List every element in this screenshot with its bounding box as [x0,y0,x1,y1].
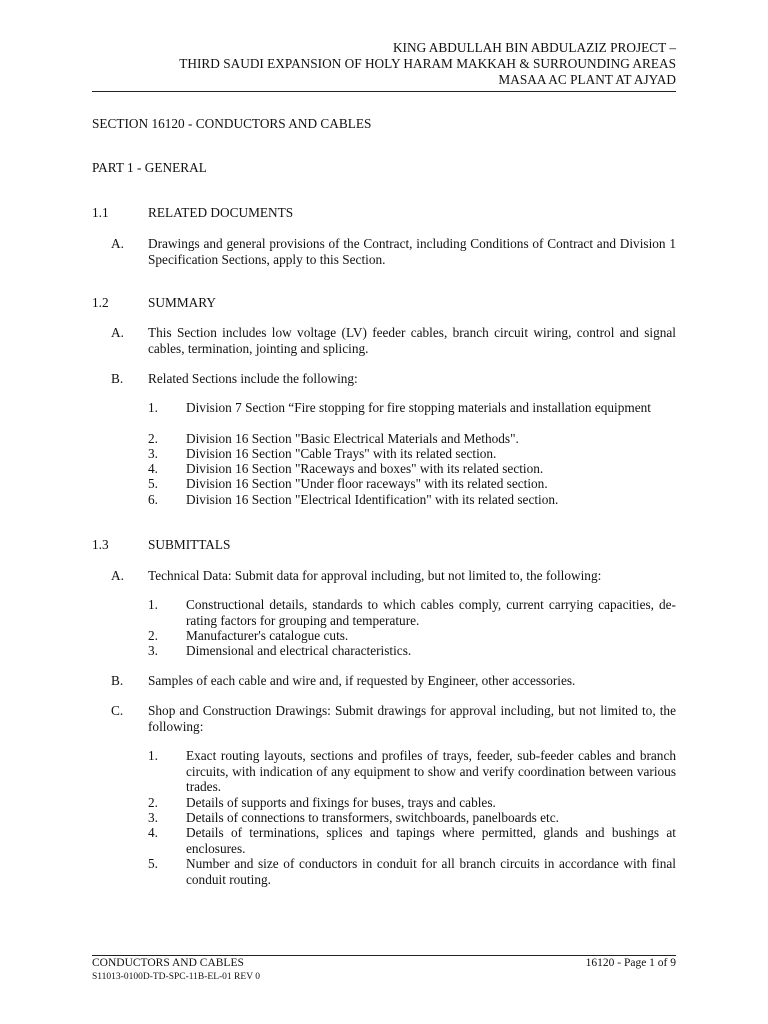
paragraph-label: A. [111,236,124,251]
paragraph-label: A. [111,325,124,340]
footer-page-number: 16120 - Page 1 of 9 [585,957,676,969]
paragraph-text: Shop and Construction Drawings: Submit drawings for approval including, but not limited to, the following: [148,703,676,734]
list-item-number: 5. [148,856,158,871]
list-item-number: 6. [148,492,158,507]
paragraph-text: Drawings and general provisions of the Contract, including Conditions of Contract and Division 1 Specification Sections, apply to this Section. [148,236,676,267]
footer-document-reference: S11013-0100D-TD-SPC-11B-EL-01 REV 0 [92,972,261,982]
header-plant-line: MASAA AC PLANT AT AJYAD [498,72,676,87]
list-item-text: Exact routing layouts, sections and profiles of trays, feeder, sub-feeder cables and branch circuits, with indication of any equipment to show and verify coordination between various trades. [186,748,676,794]
paragraph-text: Samples of each cable and wire and, if requested by Engineer, other accessories. [148,673,576,688]
list-item-number: 2. [148,795,158,810]
list-item-text: Details of terminations, splices and tapings where permitted, glands and bushings at enclosures. [186,825,676,856]
footer-section-name: CONDUCTORS AND CABLES [92,957,244,969]
list-item-text: Manufacturer's catalogue cuts. [186,628,349,643]
list-item-text: Division 16 Section "Under floor raceways" with its related section. [186,476,548,491]
list-item-number: 4. [148,461,158,476]
list-item-text: Division 16 Section "Cable Trays" with its related section. [186,446,497,461]
list-item-number: 1. [148,400,158,415]
paragraph-label: C. [111,703,124,718]
part-title: PART 1 - GENERAL [92,160,207,175]
list-item-number: 4. [148,825,158,840]
footer-rule [92,955,676,956]
paragraph-text: This Section includes low voltage (LV) feeder cables, branch circuit wiring, control and signal cables, termination, jointing and splicing. [148,325,676,356]
list-item-number: 1. [148,748,158,763]
header-expansion-line: THIRD SAUDI EXPANSION OF HOLY HARAM MAKKAH & SURROUNDING AREAS [179,56,676,71]
list-item-text: Details of connections to transformers, switchboards, panelboards etc. [186,810,559,825]
article-number-1-3: 1.3 [92,537,109,552]
article-title-related-documents: RELATED DOCUMENTS [148,205,294,220]
paragraph-label: B. [111,673,124,688]
paragraph-label: A. [111,568,124,583]
list-item-text: Division 16 Section "Basic Electrical Materials and Methods". [186,431,519,446]
list-item-text: Number and size of conductors in conduit for all branch circuits in accordance with final conduit routing. [186,856,676,887]
paragraph-text: Related Sections include the following: [148,371,358,386]
list-item-number: 5. [148,476,158,491]
article-title-summary: SUMMARY [148,295,216,310]
list-item-text: Division 16 Section "Raceways and boxes" with its related section. [186,461,544,476]
paragraph-label: B. [111,371,124,386]
article-number-1-1: 1.1 [92,205,109,220]
list-item-number: 3. [148,643,158,658]
header-rule [92,91,676,92]
list-item-text: Constructional details, standards to which cables comply, current carrying capacities, de-rating factors for grouping and temperature. [186,597,676,628]
list-item-number: 3. [148,446,158,461]
paragraph-text: Technical Data: Submit data for approval including, but not limited to, the following: [148,568,602,583]
list-item-number: 2. [148,628,158,643]
list-item-text: Division 16 Section "Electrical Identification" with its related section. [186,492,559,507]
list-item-text: Division 7 Section “Fire stopping for fire stopping materials and installation equipment [186,400,651,415]
list-item-number: 1. [148,597,158,612]
header-project-line: KING ABDULLAH BIN ABDULAZIZ PROJECT – [392,40,676,55]
list-item-number: 3. [148,810,158,825]
list-item-text: Details of supports and fixings for buses, trays and cables. [186,795,496,810]
article-number-1-2: 1.2 [92,295,109,310]
list-item-number: 2. [148,431,158,446]
section-title: SECTION 16120 - CONDUCTORS AND CABLES [92,116,372,131]
list-item-text: Dimensional and electrical characteristics. [186,643,412,658]
article-title-submittals: SUBMITTALS [148,537,231,552]
